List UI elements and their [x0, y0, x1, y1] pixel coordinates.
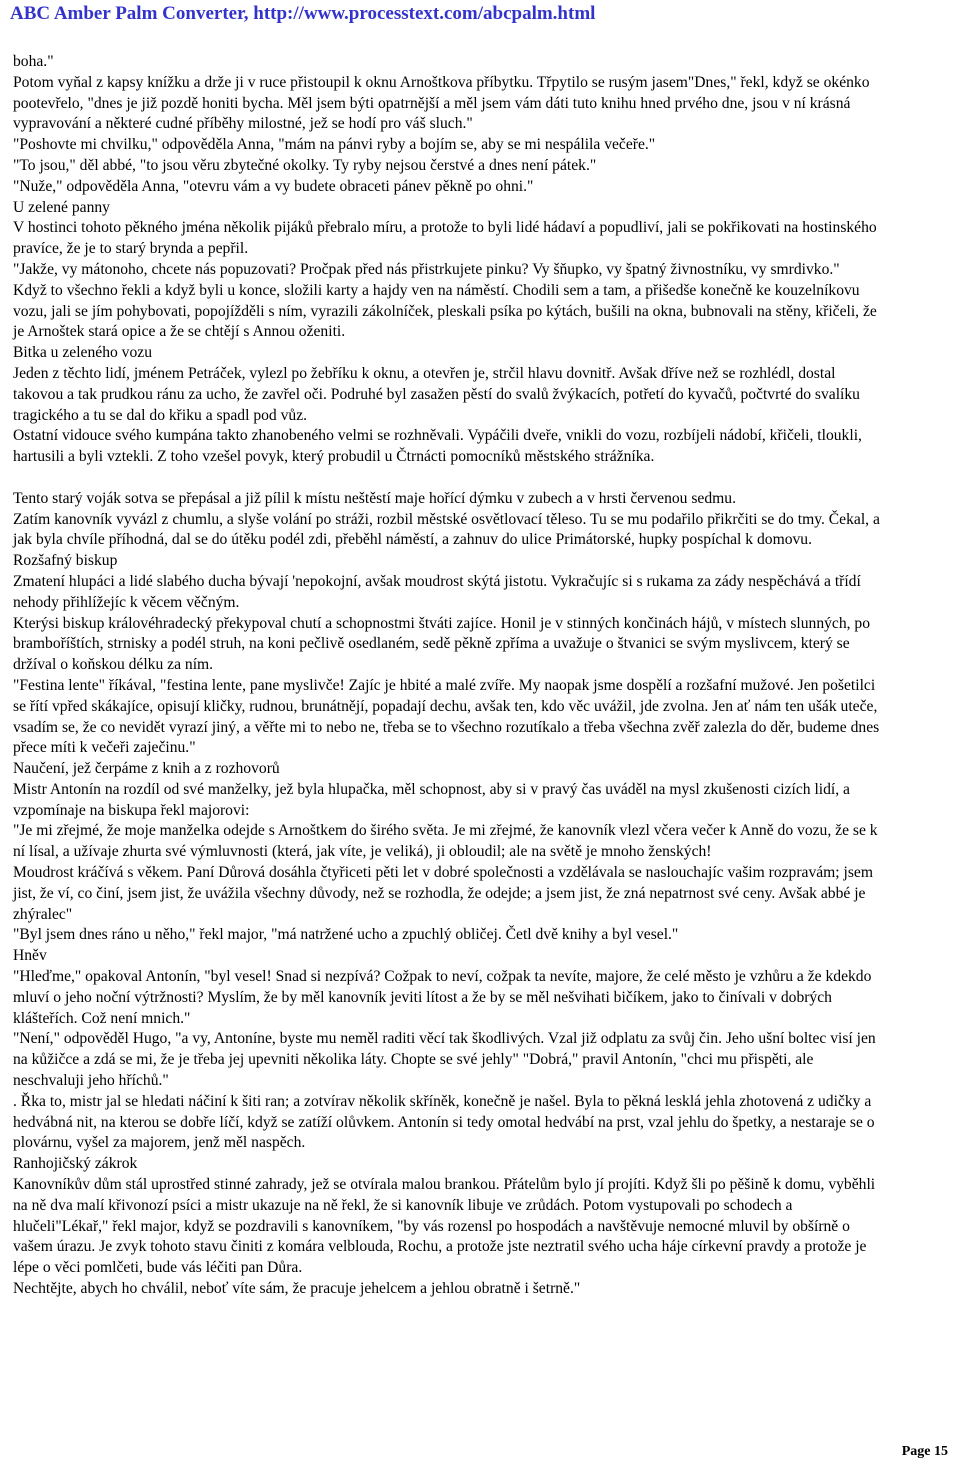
section-heading: Bitka u zeleného vozu [13, 344, 152, 362]
paragraph: Moudrost kráčívá s věkem. Paní Důrová dosáhla čtyřiceti pěti let v dobré společnosti a vzdělávala se naslouchajíc vašim rozpravám; jsem jist, že ví, co činí, jsem jist, že uvážila všechny důvody, než se rozhodla, že odejde; a jsem jist, že zná nepatrnost své ceny. Avšak abbé je zhýralec" [13, 864, 873, 923]
paragraph: . Řka to, mistr jal se hledati náčiní k šiti ran; a zotvírav několik skříněk, konečně je našel. Byla to pěkná lesklá jehla zhotovená z udičky a hedvábná nit, na kterou se dobře líčí, když se zatíží olůvkem. Antonín si tedy omotal hedvábí na prst, vzal jehlu do špetky, a nestaraje se o plovárnu, vyšel za majorem, jenž měl naspěch. [13, 1092, 875, 1152]
paragraph: Ostatní vidouce svého kumpána takto zhanobeného velmi se rozhněvali. Vypáčili dveře, vnikli do vozu, rozbíjeli nádobí, křičeli, tloukli, hartusili a byli vztekli. Z toho vzešel povyk, který probudil u Čtrnácti pomocníků městského strážníka. [13, 427, 862, 466]
paragraph: Kterýsi biskup královéhradecký překypoval chutí a schopnostmi štváti zajíce. Honil je v stinných končinách hájů, v místech slunných, po bramboříštích, strnisky a podél struh, na koni pečlivě osedlaném, sedě pěkně zpříma a uvažuje o štvanici se svým myslivcem, který se držíval o koňskou délku za ním. [13, 614, 871, 674]
paragraph: Zatím kanovník vyvázl z chumlu, a slyše volání po stráži, rozbil městské osvětlovací těleso. Tu se mu podařilo přikrčiti se do tmy. Čekal, a jak byla chvíle příhodná, dal se do útěku podél zdi, přeběhl náměstí, a zahnuv do ulice Primátorské, hupky pospíchal k domovu. [13, 510, 880, 549]
paragraph: "Poshovte mi chvilku," odpověděla Anna, "mám na pánvi ryby a bojím se, aby se mi nespálila večeře." [13, 136, 656, 154]
paragraph: "Jakže, vy mátonoho, chcete nás popuzovati? Pročpak před nás přistrkujete pinku? Vy šňupko, vy špatný živnostníku, vy smrdivko." [13, 260, 840, 278]
paragraph: "To jsou," děl abbé, "to jsou věru zbytečné okolky. Ty ryby nejsou čerstvé a dnes není pátek." [13, 156, 597, 174]
paragraph: Tento starý voják sotva se přepásal a již pílil k místu neštěstí maje hořící dýmku v zubech a v hrsti červenou sedmu. [13, 489, 736, 507]
paragraph: Když to všechno řekli a když byli u konce, složili karty a hajdy ven na náměstí. Chodili sem a tam, a přišedše konečně ke kouzelníkovu vozu, jali se jím pohybovati, popojížděli s ním, vyrazili zákolníček, pleskali psíka po kýtách, bušili na okna, bubnovali na stěny, křičeli, že je Arnoštek stará opice a že se chtějí s Annou oženiti. [13, 281, 877, 341]
section-heading: U zelené panny [13, 198, 110, 216]
paragraph: "Hleďme," opakoval Antonín, "byl vesel! Snad si nezpívá? Cožpak to neví, cožpak ta nevíte, majore, že celé město je vzhůru a že kdekdo mluví o jeho noční výtržnosti? Myslím, že by měl kanovník jeviti lítost a že by se měl nešvihati bičíkem, jako to činívali v dobrých klášteřích. Což není mnich." [13, 968, 872, 1027]
paragraph: Nechtějte, abych ho chválil, neboť víte sám, že pracuje jehelcem a jehlou obratně i šetrně." [13, 1280, 581, 1298]
paragraph: "Nuže," odpověděla Anna, "otevru vám a vy budete obraceti pánev pěkně po ohni." [13, 177, 534, 195]
paragraph: Jeden z těchto lidí, jménem Petráček, vylezl po žebříku k oknu, a otevřen je, strčil hlavu dovnitř. Avšak dříve než se rozhlédl, dostal takovou a tak prudkou ránu za ucho, že zavřel oči. Podruhé byl zasažen pěstí do svalů žvýkacích, potřetí do kyvačů, počtvrté do svalíku tragického a tu se dal do křiku a spadl pod vůz. [13, 364, 860, 424]
section-heading: Ranhojičský zákrok [13, 1155, 138, 1173]
paragraph: V hostinci tohoto pěkného jména několik pijáků přebralo míru, a protože to byli lidé hádaví a popudliví, jali se pokřikovati na hostinského pravíce, že je to starý brynda a pepřil. [13, 219, 877, 258]
paragraph: Potom vyňal z kapsy knížku a drže ji v ruce přistoupil k oknu Arnoštkova příbytku. Třpytilo se rusým jasem"Dnes," řekl, když se okénko pootevřelo, "dnes je již pozdě honiti bycha. Měl jsem býti opatrnější a měl jsem vám dáti tuto knihu hned prvého dne, jsou v ní krásná vypravování a některé cudné příběhy milostné, jež se hodí pro váš sluch." [13, 73, 870, 133]
paragraph: "Festina lente" říkával, "festina lente, pane myslivče! Zajíc je hbité a malé zvíře. My naopak jsme dospělí a rozšafní mužové. Jen pošetilci se řítí vpřed skákajíce, opisují kličky, rudnou, brunátnějí, popadají dechu, avšak ten, kdo věc uvážil, jde zvolna. Jen ať nám ten ušák uteče, vsadím se, že co nevidět vyrazí jiný, a věřte mi to nebo ne, třeba se to všechno rozutíkalo a třeba všechna zvěř zalezla do děr, budeme dnes přece míti k večeři zaječinu." [13, 676, 880, 757]
document-body [13, 52, 885, 1300]
section-heading: Rozšafný biskup [13, 552, 118, 570]
paragraph: "Je mi zřejmé, že moje manželka odejde s Arnoštkem do širého světa. Je mi zřejmé, že kanovník vlezl včera večer k Anně do vozu, že se k ní lísal, a užívaje zhurta své výmluvnosti (která, jak víte, je veliká), ji obloudil; ale na světě je mnoho ženských! [13, 822, 878, 861]
paragraph: "Není," odpověděl Hugo, "a vy, Antoníne, byste mu neměl raditi věcí tak škodlivých. Vzal již odplatu za svůj čin. Jeho ušní boltec visí jen na kůžičce a zdá se mi, že je třeba jej upevniti několika láty. Chopte se své jehly" "Dobrá," pravil Antonín, "chci mu přispěti, ale neschvaluji jeho hříchů." [13, 1030, 876, 1090]
paragraph: Mistr Antonín na rozdíl od své manželky, jež byla hlupačka, měl schopnost, aby si v pravý čas uváděl na mysl zkušenosti cizích lidí, a vzpomínaje na biskupa řekl majorovi: [13, 780, 850, 819]
paragraph: Kanovníkův dům stál uprostřed stinné zahrady, jež se otvírala malou brankou. Přátelům bylo jí projíti. Když šli po pěšině k domu, vyběhli na ně dva malí křivonozí psíci a mistr ukazuje na ně řekl, že si kanovník libuje ve zrůdách. Potom vystupovali po schodech a hlučeli"Lékař," řekl major, když se pozdravili s kanovníkem, "by vás rozensl po hospodách a navštěvuje nemocné mluvil by obšírně o vašem úrazu. Je zvyk tohoto stavu činiti z komára velblouda, Rochu, a protože jste neztratil svého ucha háje církevní pravdy a protože je lépe o věci pomlčeti, bude vás léčiti pan Důra. [13, 1176, 876, 1277]
paragraph: boha." [13, 53, 54, 70]
section-heading: Hněv [13, 947, 47, 965]
document-header-title: ABC Amber Palm Converter, http://www.processtext.com/abcpalm.html [10, 3, 596, 24]
section-heading: Naučení, jež čerpáme z knih a z rozhovorů [13, 760, 280, 778]
blank-line [13, 468, 885, 489]
page-number: Page 15 [901, 1444, 948, 1459]
paragraph: "Byl jsem dnes ráno u něho," řekl major, "má natržené ucho a zpuchlý obličej. Četl dvě knihy a byl vesel." [13, 926, 679, 944]
paragraph: Zmatení hlupáci a lidé slabého ducha bývají 'nepokojní, avšak moudrost skýtá jistotu. Vykračujíc si s rukama za zády nespěchává a třídí nehody přihlížejíc k věcem věčným. [13, 572, 861, 611]
